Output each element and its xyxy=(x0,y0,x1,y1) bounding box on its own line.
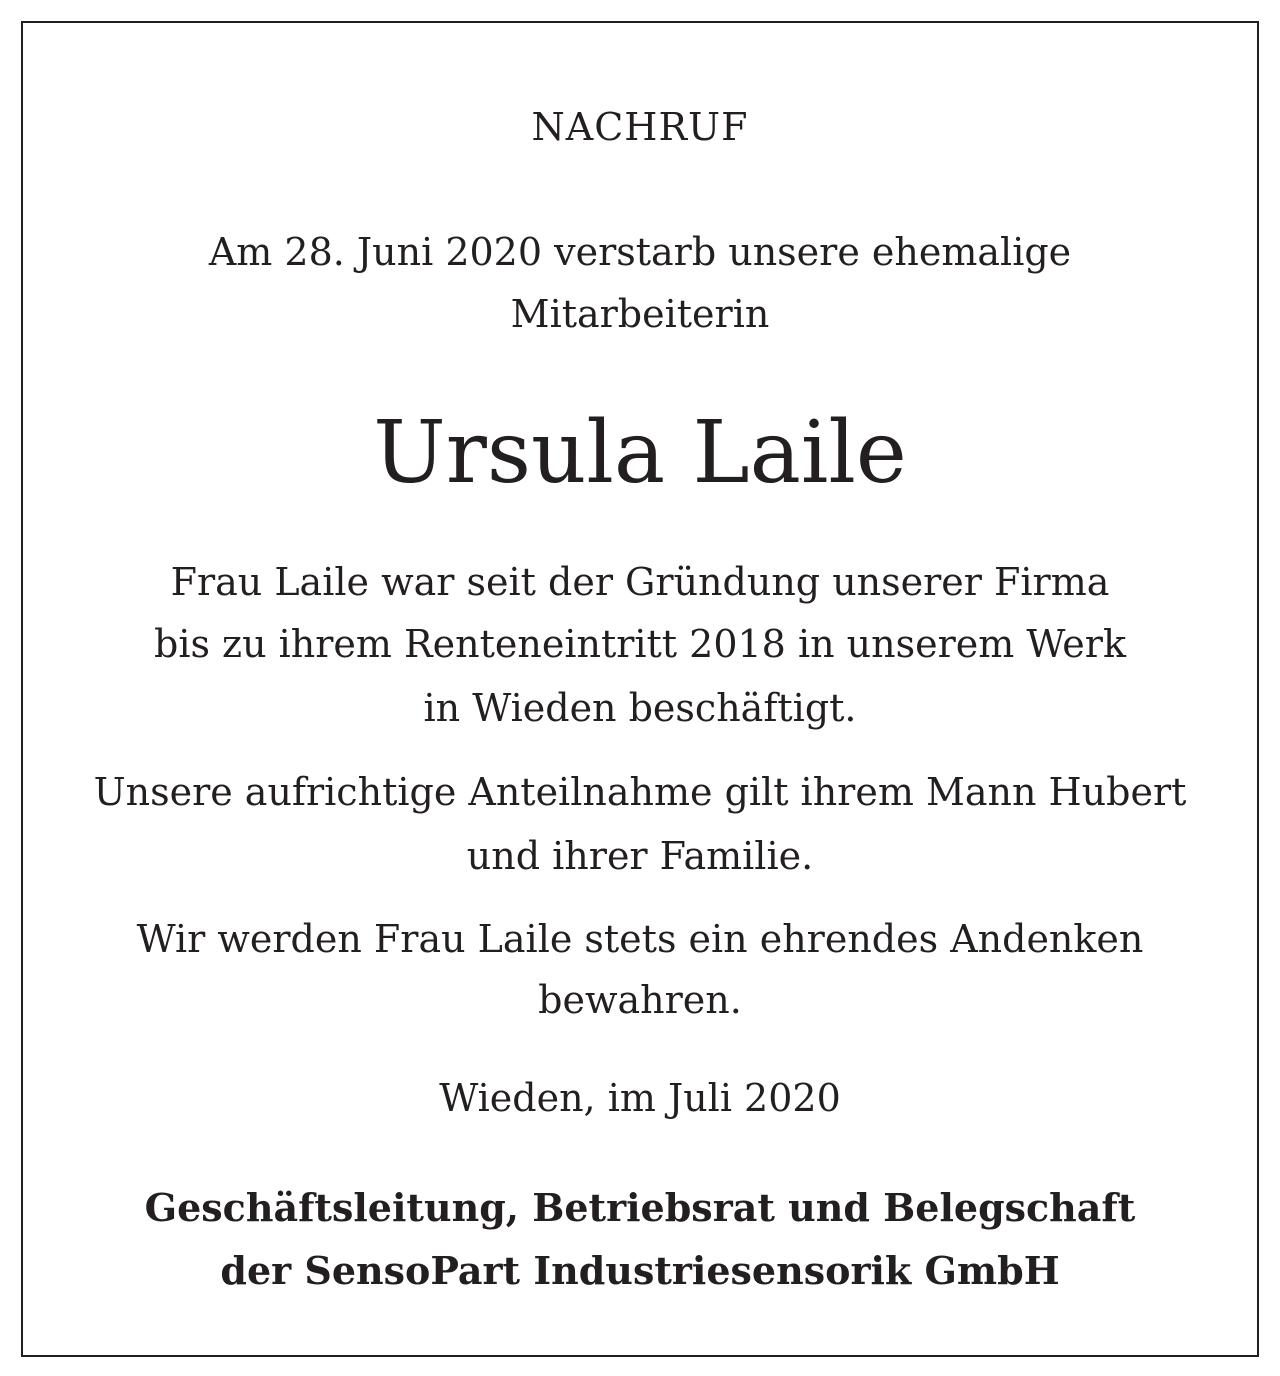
paragraph-3-line-1: Wir werden Frau Laile stets ein ehrendes Andenken xyxy=(136,917,1144,961)
signature-line-2: der SensoPart Industriesensorik GmbH xyxy=(220,1248,1060,1293)
paragraph-1-line-1: Frau Laile war seit der Gründung unserer Firma xyxy=(170,560,1110,604)
paragraph-1-line-3: in Wieden beschäftigt. xyxy=(423,686,857,730)
notice-heading: NACHRUF xyxy=(531,105,749,149)
intro-line-1: Am 28. Juni 2020 verstarb unsere ehemalige xyxy=(208,230,1072,274)
intro-line-2: Mitarbeiterin xyxy=(510,292,770,336)
paragraph-2-line-2: und ihrer Familie. xyxy=(466,834,814,878)
signature-line-1: Geschäftsleitung, Betriebsrat und Belegschaft xyxy=(144,1185,1136,1230)
paragraph-2-line-1: Unsere aufrichtige Anteilnahme gilt ihrem Mann Hubert xyxy=(93,770,1187,814)
paragraph-1-line-2: bis zu ihrem Renteneintritt 2018 in unserem Werk xyxy=(154,622,1126,666)
place-date: Wieden, im Juli 2020 xyxy=(439,1076,841,1120)
paragraph-3-line-2: bewahren. xyxy=(538,978,742,1022)
deceased-name: Ursula Laile xyxy=(373,403,907,503)
